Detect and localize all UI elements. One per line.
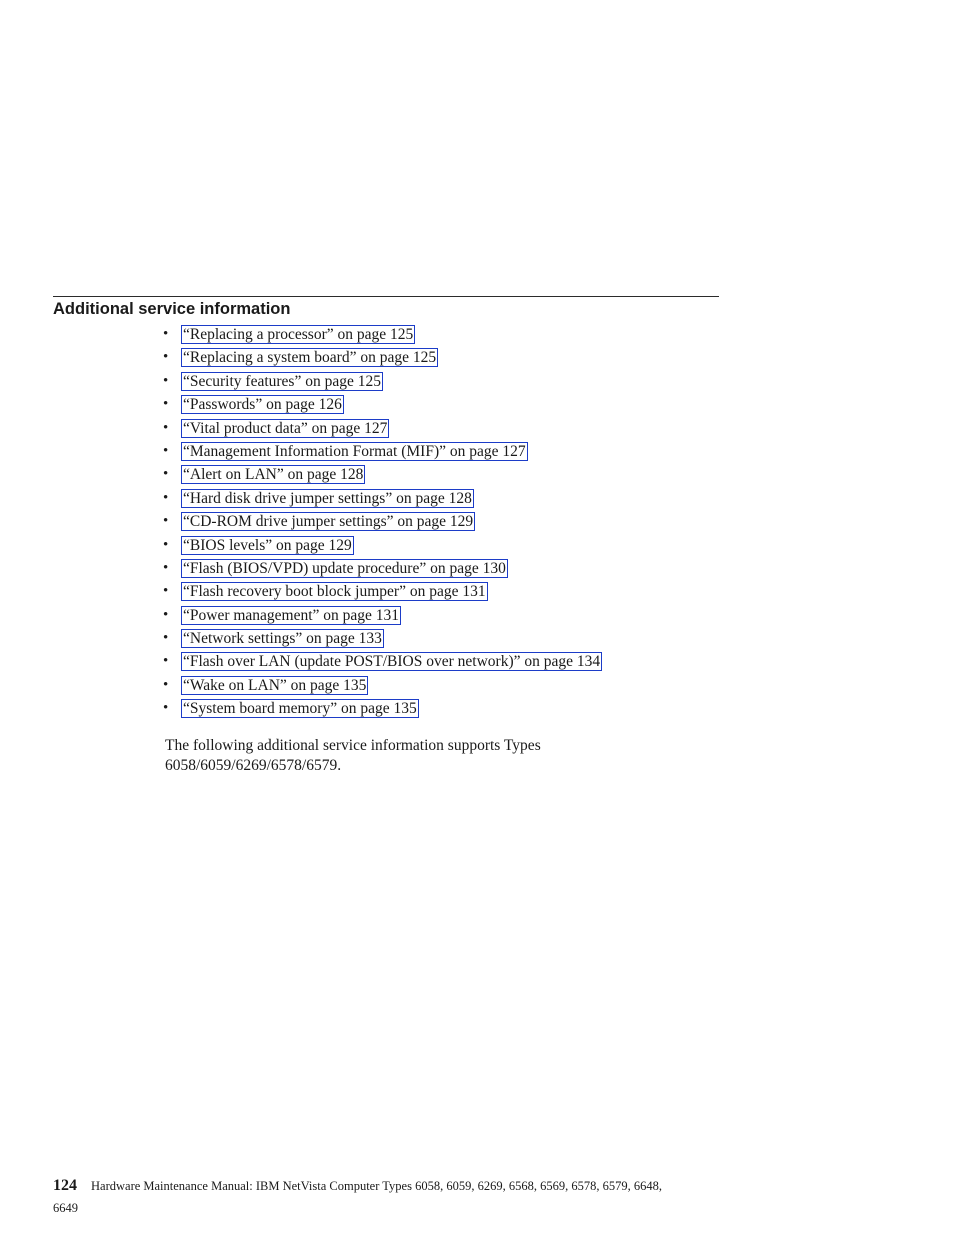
bullet-icon: • — [163, 419, 169, 436]
xref-link-security-features[interactable]: “Security features” on page 125 — [183, 372, 381, 390]
bullet-icon: • — [163, 630, 169, 647]
bullet-icon: • — [163, 559, 169, 576]
page-number: 124 — [53, 1177, 77, 1194]
bullet-icon: • — [163, 372, 169, 389]
intro-paragraph — [165, 736, 645, 775]
xref-link-cdrom-jumper-settings[interactable]: “CD-ROM drive jumper settings” on page 129 — [183, 513, 474, 531]
bullet-icon: • — [163, 676, 169, 693]
page-footer — [53, 1175, 723, 1219]
paragraph-line: The following additional service information supports Types — [165, 737, 541, 754]
bullet-icon: • — [163, 466, 169, 483]
xref-link-replacing-system-board[interactable]: “Replacing a system board” on page 125 — [183, 349, 437, 367]
xref-link-flash-over-lan[interactable]: “Flash over LAN (update POST/BIOS over network)” on page 134 — [183, 653, 601, 671]
xref-link-network-settings[interactable]: “Network settings” on page 133 — [183, 630, 382, 648]
footer-text-continued: 6649 — [53, 1201, 78, 1215]
bullet-icon: • — [163, 349, 169, 366]
xref-link-system-board-memory[interactable]: “System board memory” on page 135 — [183, 700, 417, 718]
xref-link-alert-on-lan[interactable]: “Alert on LAN” on page 128 — [183, 466, 364, 484]
bullet-icon: • — [163, 326, 169, 342]
bullet-icon: • — [163, 653, 169, 670]
xref-link-power-management[interactable]: “Power management” on page 131 — [183, 606, 400, 624]
bullet-icon: • — [163, 583, 169, 600]
xref-link-bios-levels[interactable]: “BIOS levels” on page 129 — [183, 536, 352, 554]
bullet-icon: • — [163, 442, 169, 459]
xref-link-flash-recovery-jumper[interactable]: “Flash recovery boot block jumper” on page 131 — [183, 583, 486, 601]
xref-link-vital-product-data[interactable]: “Vital product data” on page 127 — [183, 419, 388, 437]
section-title: Additional service information — [53, 300, 291, 318]
bullet-icon: • — [163, 489, 169, 506]
xref-link-passwords[interactable]: “Passwords” on page 126 — [183, 396, 342, 414]
xref-link-hard-disk-jumper-settings[interactable]: “Hard disk drive jumper settings” on page 128 — [183, 489, 472, 507]
bullet-icon: • — [163, 536, 169, 553]
footer-text: Hardware Maintenance Manual: IBM NetVista Computer Types 6058, 6059, 6269, 6568, 6569, 6578, 6579, 6648, — [91, 1179, 662, 1193]
bullet-icon: • — [163, 700, 169, 717]
bullet-icon: • — [163, 396, 169, 413]
section-divider — [53, 296, 719, 297]
bullet-icon: • — [163, 606, 169, 623]
paragraph-line: 6058/6059/6269/6578/6579. — [165, 756, 342, 774]
xref-link-wake-on-lan[interactable]: “Wake on LAN” on page 135 — [183, 676, 367, 694]
xref-link-replacing-processor[interactable]: “Replacing a processor” on page 125 — [183, 326, 414, 343]
xref-link-flash-update-procedure[interactable]: “Flash (BIOS/VPD) update procedure” on page 130 — [183, 559, 506, 577]
bullet-icon: • — [163, 513, 169, 530]
xref-link-management-information-format[interactable]: “Management Information Format (MIF)” on page 127 — [183, 442, 526, 460]
